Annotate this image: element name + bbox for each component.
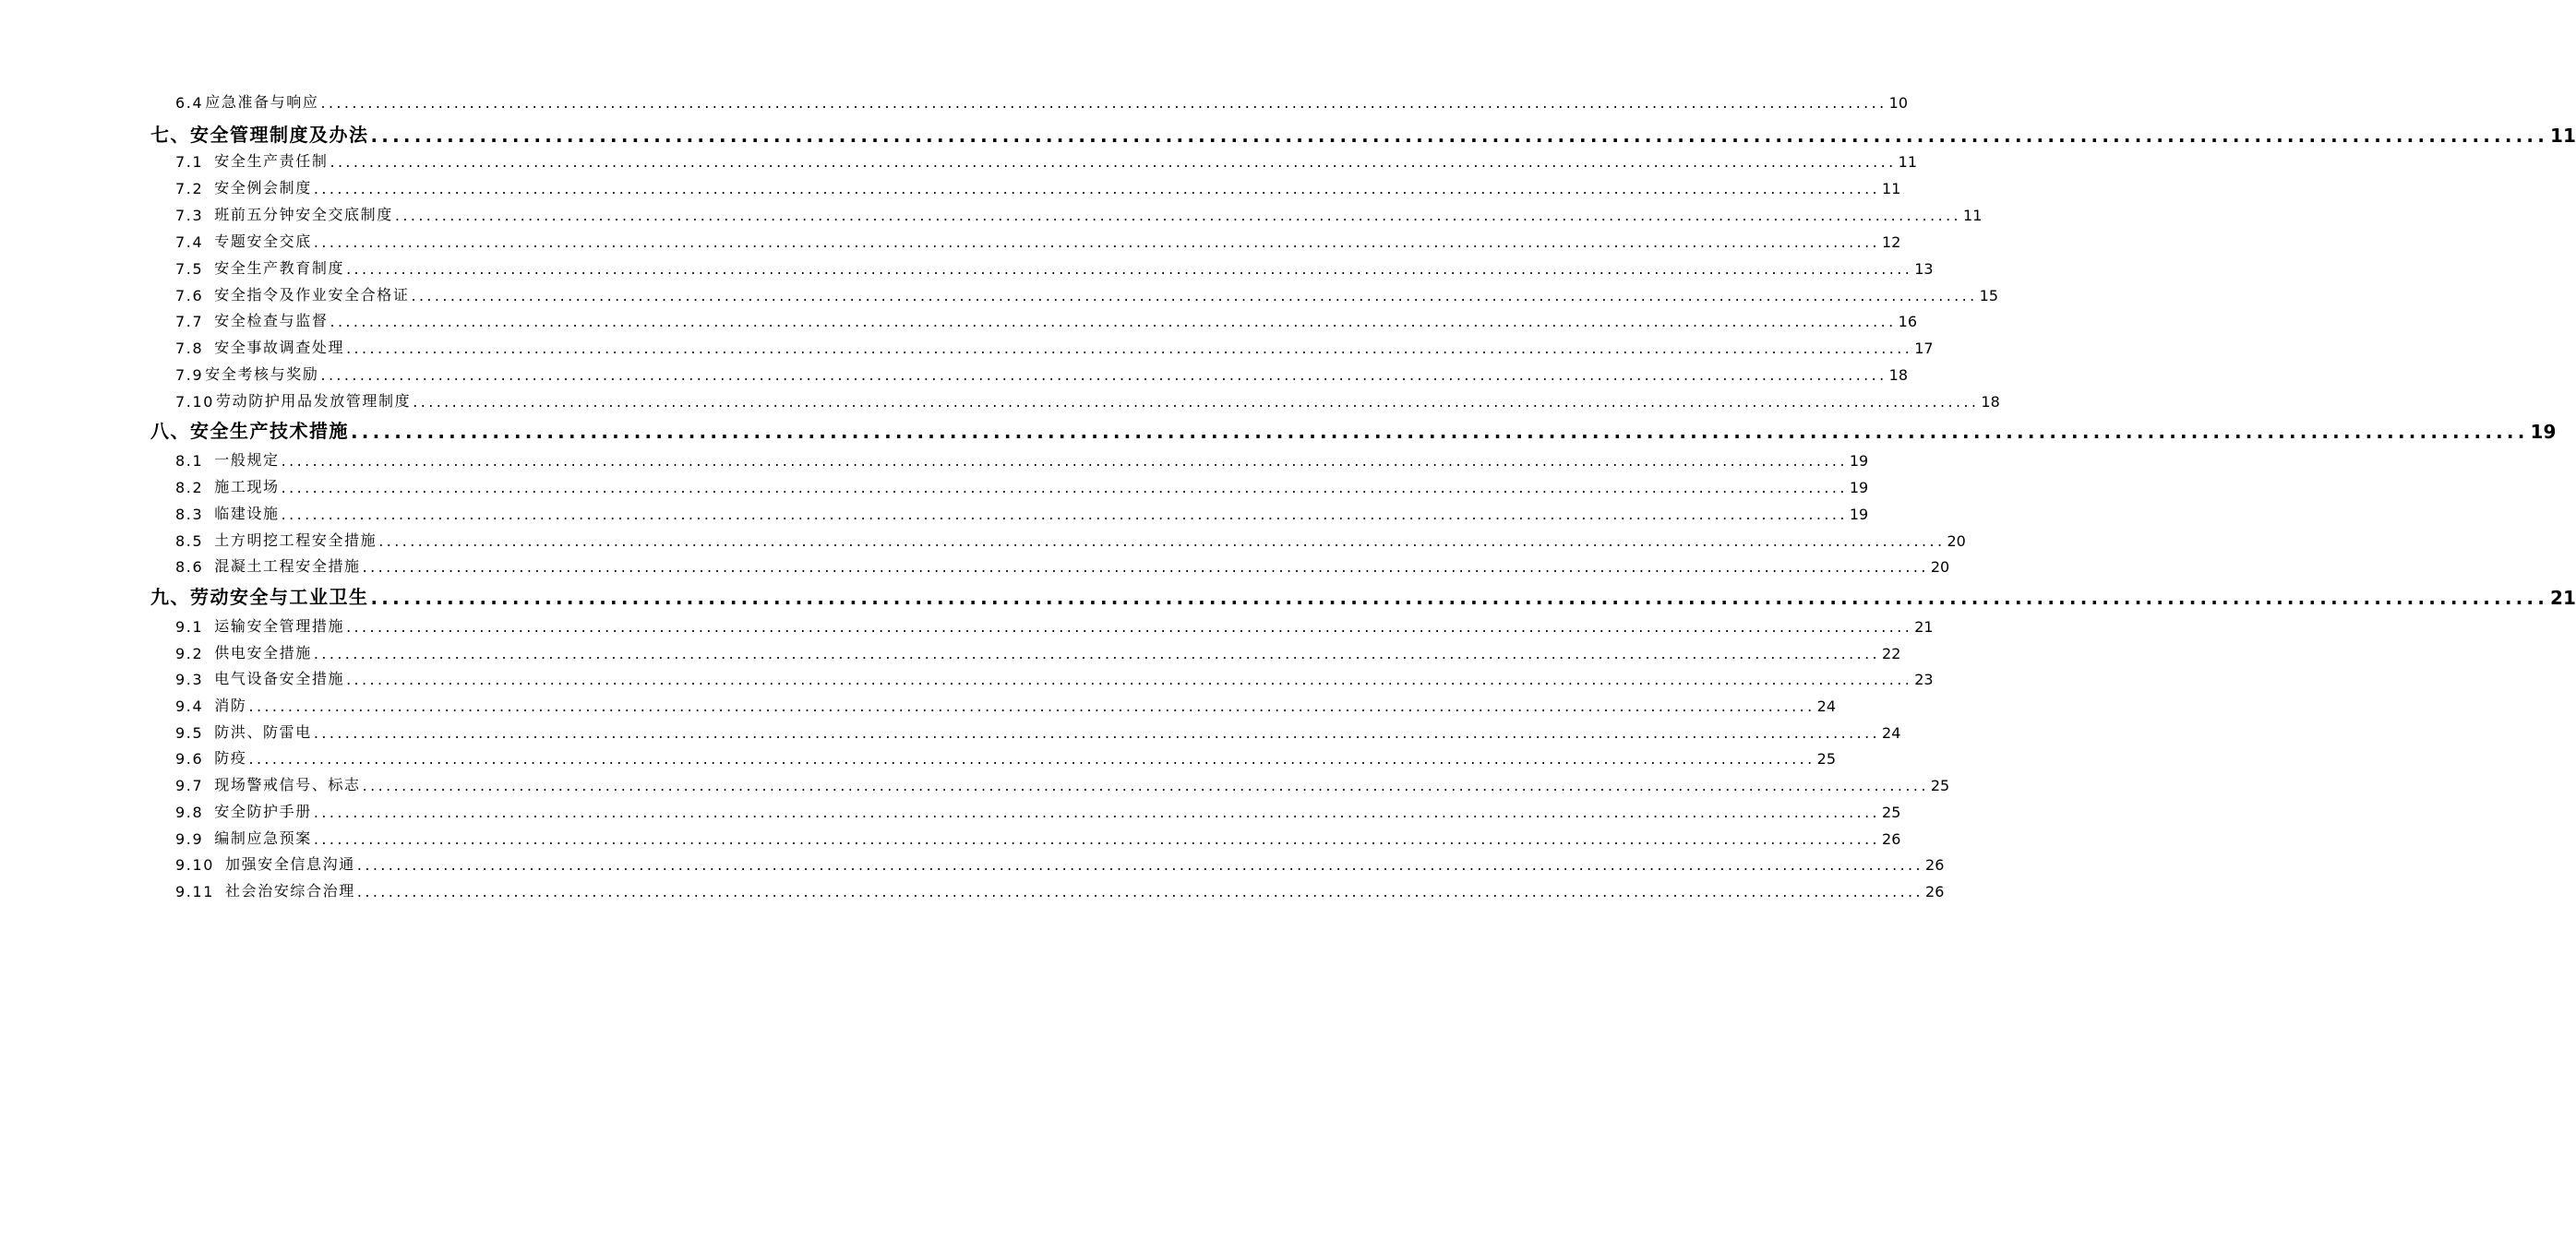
toc-entry-page-number: 18: [1981, 393, 2000, 411]
toc-entry-number: 7.2: [175, 180, 204, 197]
toc-entry-number: 8.2: [175, 479, 204, 496]
toc-entry-number: 9.1: [175, 618, 204, 636]
toc-section-entry[interactable]: [175, 229, 1901, 251]
toc-entry-title: 安全生产责任制: [214, 152, 329, 170]
toc-entry-title: 运输安全管理措施: [214, 617, 345, 635]
toc-entry-number: 8.1: [175, 452, 204, 470]
toc-entry-page-number: 21: [1914, 618, 1934, 636]
toc-section-entry[interactable]: [175, 878, 1945, 900]
toc-entry-number: 9.11: [175, 883, 215, 900]
toc-dot-leader: ........................................................................................................................................................................................................: [356, 856, 1924, 874]
toc-entry-title: 社会治安综合治理: [225, 882, 355, 900]
toc-entry-number: 7.5: [175, 260, 204, 278]
toc-dot-leader: ........................................................................................................................................................................................................: [362, 777, 1929, 794]
toc-section-entry[interactable]: [175, 720, 1901, 742]
toc-entry-number: 7.10: [175, 393, 215, 411]
toc-section-entry[interactable]: [175, 89, 1908, 112]
toc-section-entry[interactable]: [175, 745, 1836, 768]
toc-entry-page-number: 19: [1849, 506, 1869, 523]
toc-entry-title: 电气设备安全措施: [214, 670, 345, 687]
toc-entry-number: 八、: [150, 420, 190, 442]
toc-entry-page-number: 10: [1888, 94, 1908, 112]
toc-section-entry[interactable]: [175, 528, 1966, 550]
toc-section-entry[interactable]: [175, 826, 1901, 848]
toc-section-entry[interactable]: [175, 614, 1934, 636]
toc-entry-number: 7.1: [175, 153, 204, 171]
toc-entry-number: 8.5: [175, 532, 204, 550]
toc-section-entry[interactable]: [175, 447, 1869, 470]
toc-entry-page-number: 18: [1888, 366, 1908, 384]
toc-entry-page-number: 11: [1882, 180, 1901, 197]
toc-dot-leader: ........................................................................................................................................................................................................: [362, 558, 1929, 576]
toc-entry-number: 9.2: [175, 645, 204, 662]
toc-entry-page-number: 11: [1963, 207, 1983, 224]
toc-entry-title: 临建设施: [214, 505, 280, 522]
toc-entry-title: 安全指令及作业安全合格证: [214, 286, 410, 304]
toc-section-entry[interactable]: [175, 175, 1901, 197]
toc-entry-title: 混凝土工程安全措施: [214, 557, 361, 575]
toc-entry-page-number: 19: [2530, 421, 2557, 443]
toc-entry-number: 8.3: [175, 506, 204, 523]
toc-entry-page-number: 26: [1925, 883, 1945, 900]
toc-entry-title: 专题安全交底: [214, 232, 312, 250]
toc-dot-leader: ........................................................................................................................................................................................................: [281, 506, 1848, 523]
toc-dot-leader: ........................................................................................................................................................................................................: [248, 698, 1815, 715]
toc-section-entry[interactable]: [175, 256, 1934, 278]
toc-dot-leader: ........................................................................................................................................................................................................: [378, 532, 1946, 550]
toc-dot-leader: ........................................................................................................................................................................................................: [370, 125, 2549, 147]
toc-section-entry[interactable]: [175, 308, 1917, 330]
toc-entry-title: 安全检查与监督: [214, 312, 329, 329]
toc-section-entry[interactable]: [175, 666, 1934, 688]
toc-dot-leader: ........................................................................................................................................................................................................: [351, 421, 2529, 443]
toc-chapter-entry[interactable]: [150, 581, 2576, 609]
toc-entry-number: 7.4: [175, 233, 204, 251]
toc-entry-page-number: 22: [1882, 645, 1901, 662]
toc-entry-title: 应急准备与响应: [205, 93, 319, 111]
toc-entry-number: 7.7: [175, 313, 204, 330]
toc-entry-page-number: 15: [1979, 287, 1998, 304]
toc-dot-leader: ........................................................................................................................................................................................................: [346, 340, 1913, 357]
toc-entry-title: 安全管理制度及办法: [190, 124, 369, 146]
toc-entry-title: 防疫: [214, 749, 247, 767]
toc-entry-page-number: 11: [1898, 153, 1917, 171]
toc-dot-leader: ........................................................................................................................................................................................................: [346, 618, 1913, 636]
toc-entry-number: 7.9: [175, 366, 204, 384]
toc-section-entry[interactable]: [175, 362, 1908, 384]
toc-entry-number: 9.9: [175, 830, 204, 848]
toc-entry-title: 劳动安全与工业卫生: [190, 586, 369, 608]
toc-dot-leader: ........................................................................................................................................................................................................: [370, 587, 2549, 609]
toc-section-entry[interactable]: [175, 149, 1917, 171]
toc-section-entry[interactable]: [175, 693, 1836, 715]
toc-entry-number: 7.3: [175, 207, 204, 224]
toc-dot-leader: ........................................................................................................................................................................................................: [413, 393, 1980, 411]
toc-entry-title: 防洪、防雷电: [214, 723, 312, 741]
toc-entry-page-number: 24: [1816, 698, 1836, 715]
toc-entry-title: 土方明挖工程安全措施: [214, 531, 377, 549]
toc-section-entry[interactable]: [175, 388, 2000, 411]
toc-entry-page-number: 25: [1882, 804, 1901, 821]
toc-entry-title: 安全生产技术措施: [190, 420, 349, 442]
toc-entry-page-number: 12: [1882, 233, 1901, 251]
toc-entry-title: 供电安全措施: [214, 644, 312, 662]
toc-entry-title: 编制应急预案: [214, 829, 312, 847]
toc-entry-number: 9.4: [175, 698, 204, 715]
toc-dot-leader: ........................................................................................................................................................................................................: [313, 724, 1881, 742]
toc-entry-page-number: 17: [1914, 340, 1934, 357]
toc-entry-title: 消防: [214, 697, 247, 714]
toc-entry-number: 9.5: [175, 724, 204, 742]
toc-section-entry[interactable]: [175, 554, 1950, 576]
toc-chapter-entry[interactable]: [150, 119, 2576, 147]
toc-entry-title: 劳动防护用品发放管理制度: [216, 392, 412, 410]
toc-dot-leader: ........................................................................................................................................................................................................: [356, 883, 1924, 900]
toc-dot-leader: ........................................................................................................................................................................................................: [313, 830, 1881, 848]
toc-entry-page-number: 20: [1947, 532, 1966, 550]
toc-entry-title: 现场警戒信号、标志: [214, 776, 361, 793]
toc-dot-leader: ........................................................................................................................................................................................................: [248, 750, 1815, 768]
toc-entry-number: 9.10: [175, 856, 215, 874]
toc-entry-number: 9.8: [175, 804, 204, 821]
toc-dot-leader: ........................................................................................................................................................................................................: [313, 180, 1881, 197]
toc-entry-title: 一般规定: [214, 451, 280, 469]
toc-dot-leader: ........................................................................................................................................................................................................: [313, 645, 1881, 662]
toc-entry-number: 九、: [150, 586, 190, 608]
toc-entry-page-number: 19: [1849, 479, 1869, 496]
toc-entry-page-number: 13: [1914, 260, 1934, 278]
toc-entry-page-number: 26: [1925, 856, 1945, 874]
toc-dot-leader: ........................................................................................................................................................................................................: [313, 804, 1881, 821]
toc-dot-leader: ........................................................................................................................................................................................................: [320, 94, 1887, 112]
toc-entry-title: 安全防护手册: [214, 803, 312, 820]
toc-dot-leader: ........................................................................................................................................................................................................: [411, 287, 1978, 304]
toc-entry-number: 9.6: [175, 750, 204, 768]
toc-section-entry[interactable]: [175, 335, 1934, 357]
toc-dot-leader: ........................................................................................................................................................................................................: [346, 671, 1913, 688]
toc-entry-page-number: 26: [1882, 830, 1901, 848]
toc-entry-page-number: 16: [1898, 313, 1917, 330]
toc-chapter-entry[interactable]: [150, 415, 2557, 443]
toc-entry-number: 9.3: [175, 671, 204, 688]
toc-section-entry[interactable]: [175, 474, 1869, 496]
toc-entry-number: 8.6: [175, 558, 204, 576]
toc-entry-page-number: 25: [1930, 777, 1950, 794]
toc-entry-number: 9.7: [175, 777, 204, 794]
toc-entry-title: 安全生产教育制度: [214, 259, 345, 277]
toc-entry-page-number: 23: [1914, 671, 1934, 688]
toc-entry-title: 施工现场: [214, 478, 280, 495]
toc-dot-leader: ........................................................................................................................................................................................................: [320, 366, 1887, 384]
toc-entry-number: 七、: [150, 124, 190, 146]
toc-dot-leader: ........................................................................................................................................................................................................: [329, 313, 1897, 330]
toc-entry-number: 7.6: [175, 287, 204, 304]
toc-entry-number: 6.4: [175, 94, 204, 112]
toc-entry-title: 安全考核与奖励: [205, 365, 319, 383]
toc-section-entry[interactable]: [175, 501, 1869, 523]
toc-entry-title: 加强安全信息沟通: [225, 855, 355, 873]
toc-entry-page-number: 19: [1849, 452, 1869, 470]
toc-section-entry[interactable]: [175, 852, 1945, 874]
toc-section-entry[interactable]: [175, 640, 1901, 662]
toc-section-entry[interactable]: [175, 799, 1901, 821]
toc-entry-page-number: 21: [2550, 587, 2576, 609]
toc-section-entry[interactable]: [175, 772, 1950, 794]
toc-entry-title: 班前五分钟安全交底制度: [214, 206, 393, 223]
toc-dot-leader: ........................................................................................................................................................................................................: [346, 260, 1913, 278]
toc-dot-leader: ........................................................................................................................................................................................................: [329, 153, 1897, 171]
toc-dot-leader: ........................................................................................................................................................................................................: [281, 452, 1848, 470]
toc-entry-page-number: 25: [1816, 750, 1836, 768]
toc-entry-page-number: 20: [1930, 558, 1950, 576]
toc-dot-leader: ........................................................................................................................................................................................................: [281, 479, 1848, 496]
toc-entry-number: 7.8: [175, 340, 204, 357]
toc-section-entry[interactable]: [175, 202, 1983, 224]
toc-section-entry[interactable]: [175, 282, 1998, 304]
toc-entry-page-number: 24: [1882, 724, 1901, 742]
toc-dot-leader: ........................................................................................................................................................................................................: [313, 233, 1881, 251]
toc-entry-page-number: 11: [2550, 125, 2576, 147]
toc-entry-title: 安全例会制度: [214, 179, 312, 197]
toc-dot-leader: ........................................................................................................................................................................................................: [394, 207, 1962, 224]
toc-entry-title: 安全事故调查处理: [214, 339, 345, 356]
